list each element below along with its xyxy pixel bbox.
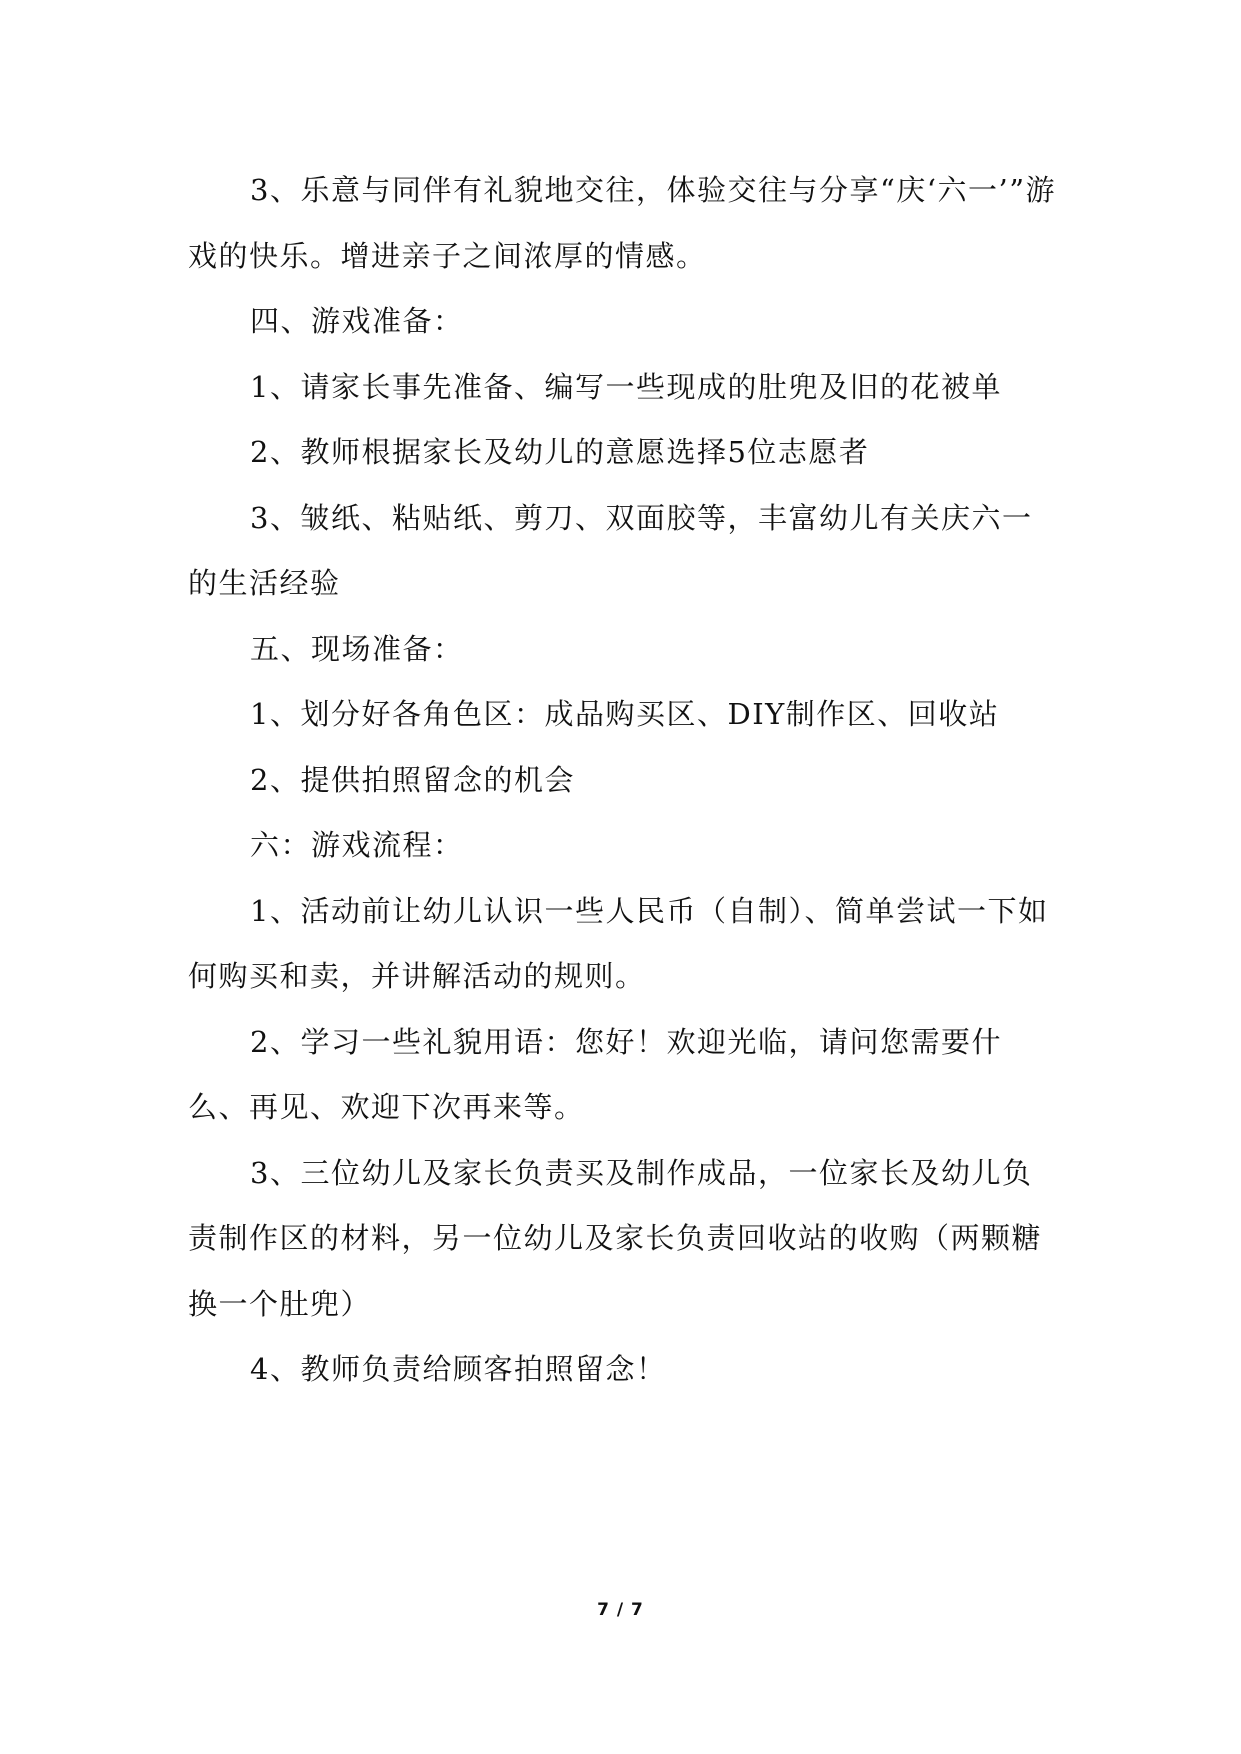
paragraph-site-1: 1、划分好各角色区：成品购买区、DIY制作区、回收站 — [250, 697, 1000, 731]
paragraph-prep-3: 3、皱纸、粘贴纸、剪刀、双面胶等，丰富幼儿有关庆六一的生活经验 — [188, 500, 1033, 600]
paragraph-prep-1: 1、请家长事先准备、编写一些现成的肚兜及旧的花被单 — [250, 369, 1002, 404]
paragraph-process-4: 4、教师负责给顾客拍照留念！ — [250, 1352, 667, 1386]
paragraph-site-2: 2、提供拍照留念的机会 — [250, 762, 575, 797]
paragraph-prep-2: 2、教师根据家长及幼儿的意愿选择5位志愿者 — [250, 435, 870, 469]
page-number: 7 / 7 — [597, 1600, 644, 1620]
paragraph-process-1: 1、活动前让幼儿认识一些人民币（自制）、简单尝试一下如何购买和卖，并讲解活动的规则。 — [188, 893, 1049, 993]
document-body — [188, 158, 1058, 1403]
paragraph-process-2: 2、学习一些礼貌用语：您好！欢迎光临，请问您需要什么、再见、欢迎下次再来等。 — [188, 1024, 1002, 1124]
heading-game-process: 六：游戏流程： — [250, 828, 464, 862]
heading-game-preparation: 四、游戏准备： — [250, 304, 464, 338]
paragraph-goal-3: 3、乐意与同伴有礼貌地交往，体验交往与分享“庆‘六一’”游戏的快乐。增进亲子之间浓厚的情感。 — [188, 173, 1057, 273]
heading-site-preparation: 五、现场准备： — [250, 631, 464, 666]
paragraph-process-3: 3、三位幼儿及家长负责买及制作成品，一位家长及幼儿负责制作区的材料，另一位幼儿及家长负责回收站的收购（两颗糖换一个肚兜） — [188, 1155, 1043, 1321]
